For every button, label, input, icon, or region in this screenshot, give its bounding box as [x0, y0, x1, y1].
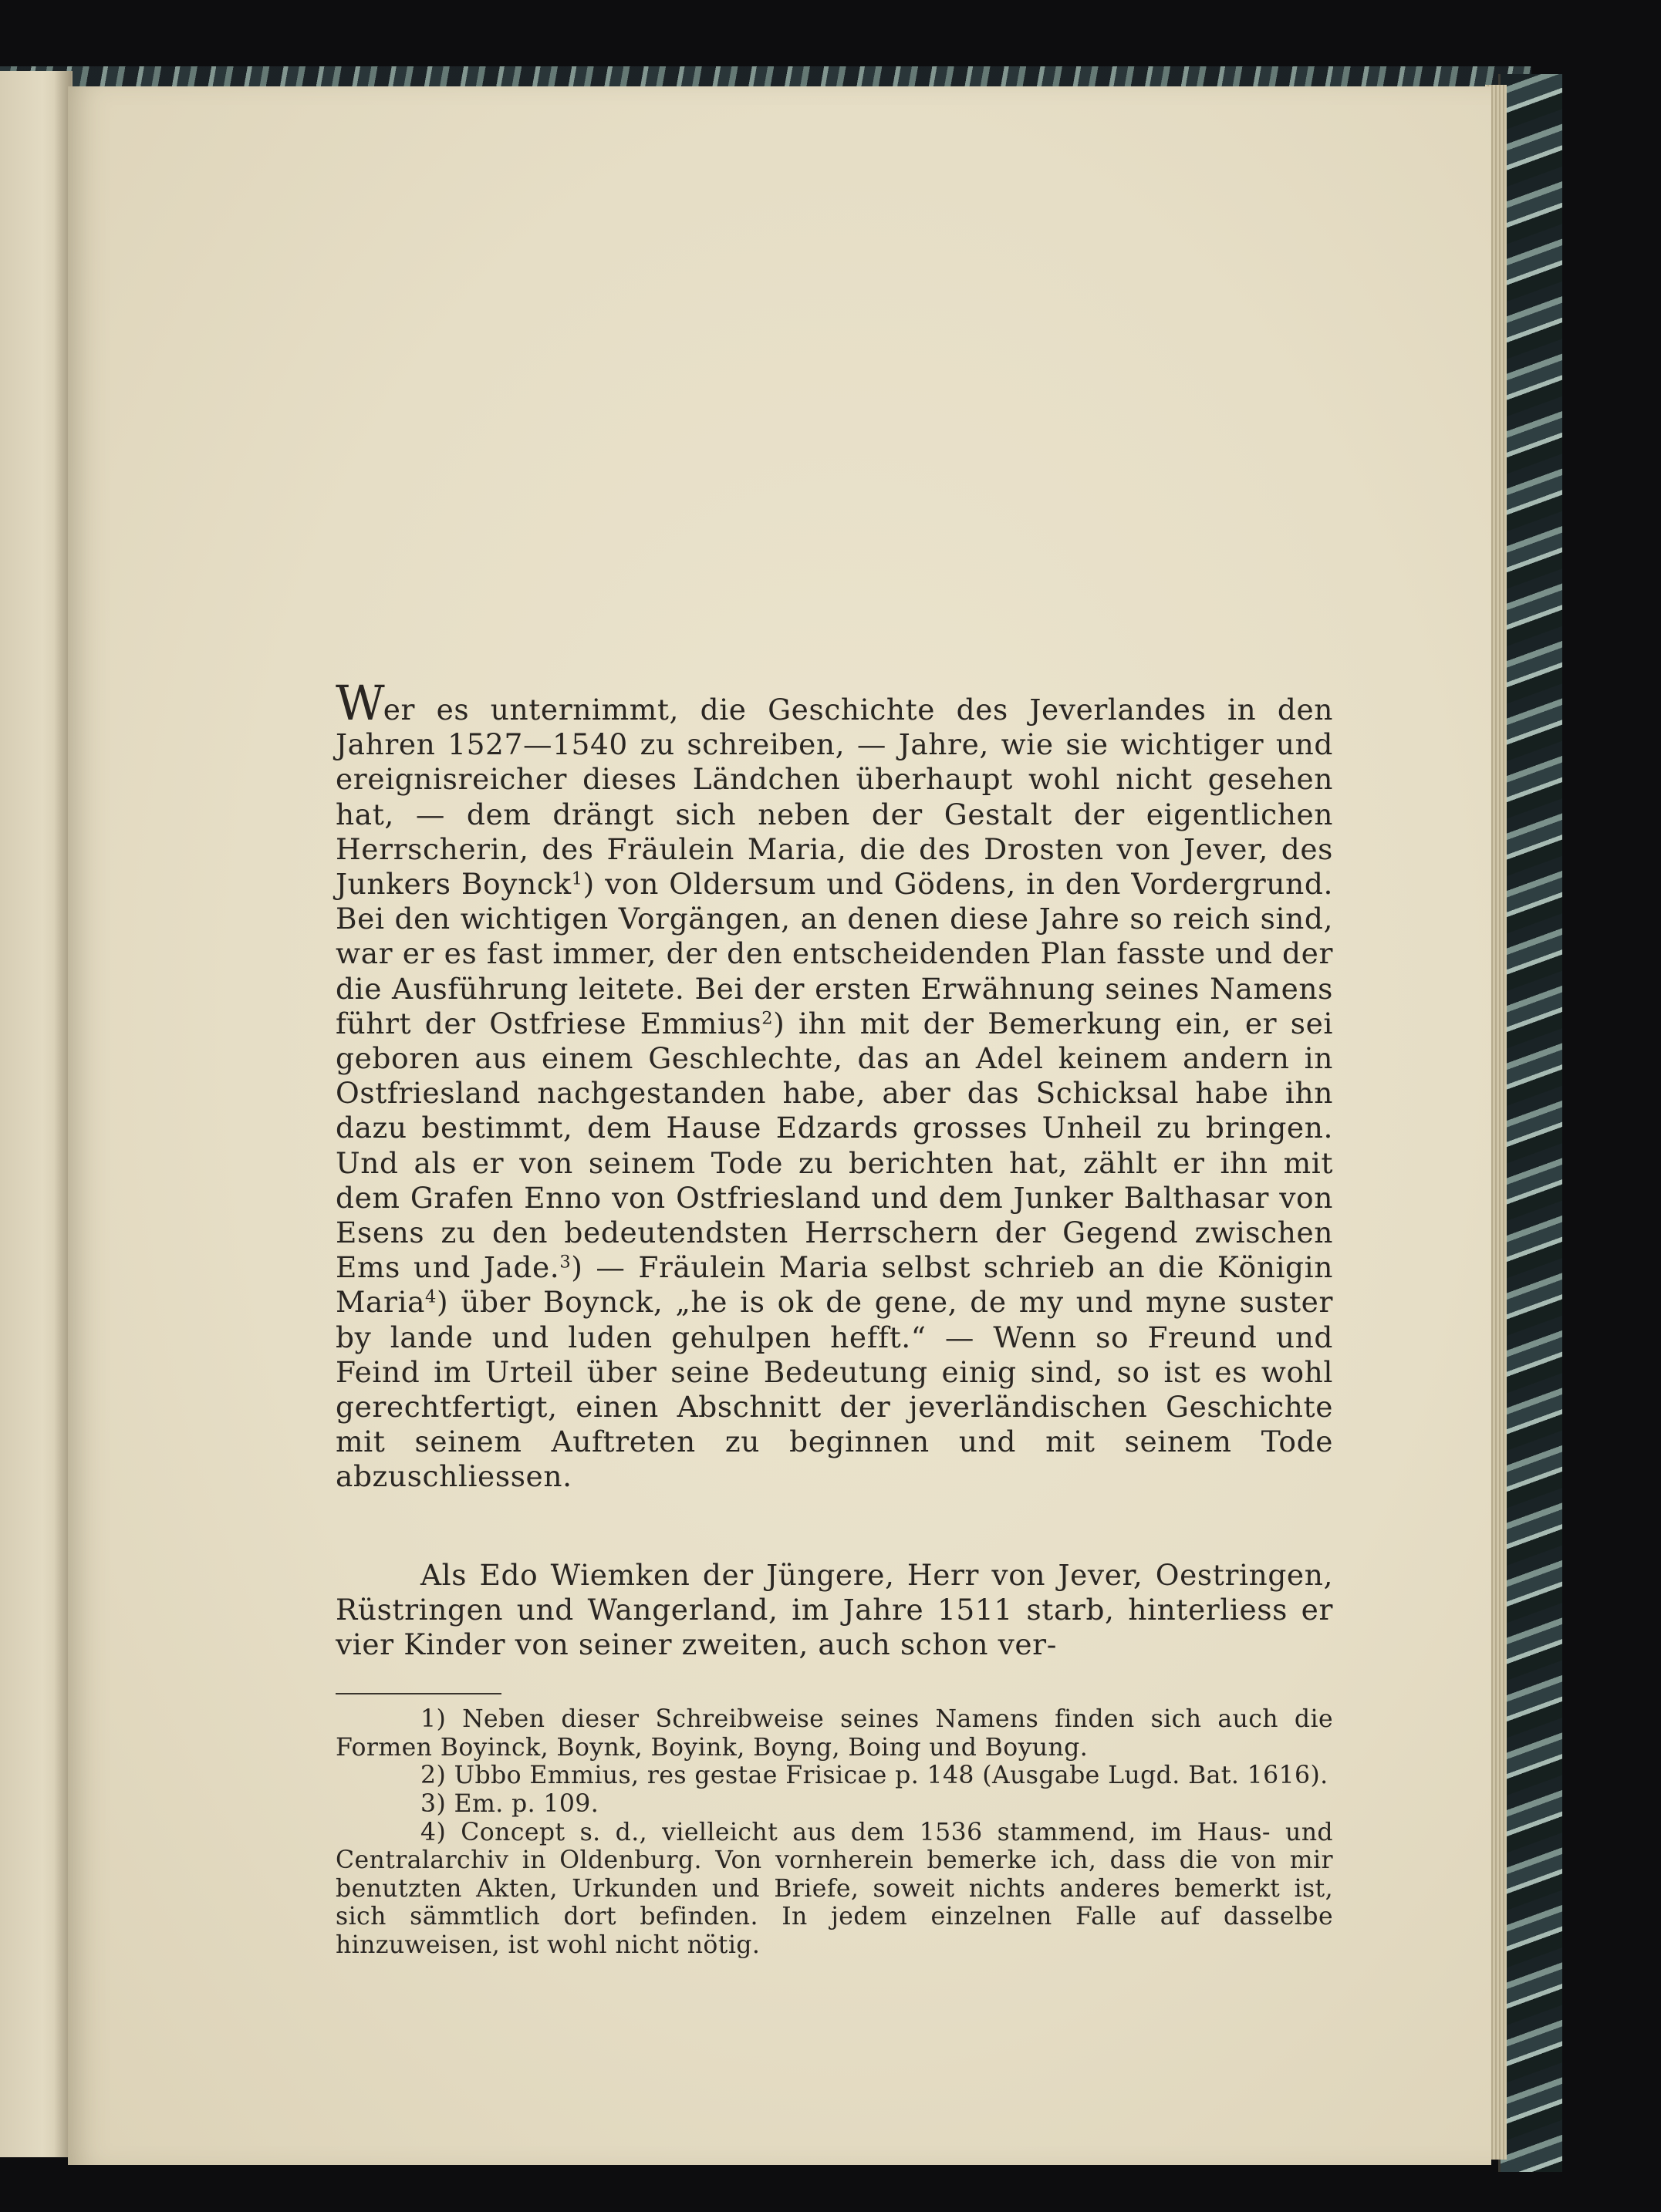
footnote-4: 4) Concept s. d., vielleicht aus dem 1536 stammend, im Haus- und Centralarchiv in Oldenburg. Von vornherein bemerke ich, dass die von mir benutzten Akten, Urkunden und Briefe, soweit nichts anderes bemerkt ist, sich sämmtlich dort befinden. In jedem einzelnen Falle auf dasselbe hinzuweisen, ist wohl nicht nötig.	[336, 1818, 1333, 1960]
paragraph-1	[336, 675, 1334, 1495]
footnotes	[336, 1705, 1333, 1959]
paragraph-1-text-a: den Jahren 1527—1540 zu schreiben, — Jahre, wie sie wichtiger und ereignisreicher dieses Ländchen überhaupt wohl nicht gesehen hat, — dem drängt sich neben der Gestalt der eigentlichen Herrscherin, des Fräulein Maria, die des Drosten von Jever, des Junkers Boynck	[336, 693, 1333, 902]
paragraph-1-text-e: ) über Boynck, „he is ok de gene, de my und myne suster by lande und luden gehulpen hefft.“ — Wenn so Freund und Feind im Urteil über seine Bedeutung einig sind, so ist es wohl gerechtfertigt, einen Abschnitt der jeverländischen Geschichte mit seinem Auftreten zu beginnen und mit seinem Tode abzuschliessen.	[336, 1285, 1333, 1494]
paragraph-1-text-d: ) — Fräulein Maria selbst schrieb an die Königin Maria	[336, 1250, 1334, 1320]
previous-page-edge	[0, 71, 73, 2157]
footnote-ref-3: 3	[559, 1252, 572, 1273]
paragraph-1-text-b: ) von Oldersum und Gödens, in den Vordergrund. Bei den wichtigen Vorgängen, an denen diese Jahre so reich sind, war er es fast immer, der den entscheidenden Plan fasste und der die Ausführung leitete. Bei der ersten Erwähnung seines Namens führt der Ostfriese Emmius	[336, 867, 1333, 1040]
drop-cap: W	[336, 675, 383, 731]
footnote-separator	[336, 1693, 501, 1694]
footnote-ref-2: 2	[761, 1008, 774, 1029]
footnote-ref-4: 4	[425, 1287, 437, 1308]
footnote-2: 2) Ubbo Emmius, res gestae Frisicae p. 148 (Ausgabe Lugd. Bat. 1616).	[420, 1762, 1328, 1790]
footnote-3: 3) Em. p. 109.	[420, 1790, 599, 1819]
footnote-1: 1) Neben dieser Schreibweise seines Namens finden sich auch die Formen Boyinck, Boynk, Boyink, Boyng, Boing und Boyung.	[336, 1705, 1333, 1762]
paragraph-2: Als Edo Wiemken der Jüngere, Herr von Jever, Oestringen, Rüstringen und Wangerland, im Jahre 1511 starb, hinterliess er vier Kinder von seiner zweiten, auch schon ver-	[336, 1557, 1333, 1662]
paragraph-1-text-c: ) ihn mit der Bemerkung ein, er sei geboren aus einem Geschlechte, das an Adel keinem andern in Ostfriesland nachgestanden habe, aber das Schicksal habe ihn dazu bestimmt, dem Hause Edzards grosses Unheil zu bringen. Und als er von seinem Tode zu berichten hat, zählt er ihn mit dem Grafen Enno von Ostfriesland und dem Junker Balthasar von Esens zu den bedeutendsten Herrschern der Gegend zwischen Ems und Jade.	[336, 1006, 1333, 1285]
book-page	[68, 86, 1491, 2165]
page-text-block	[336, 675, 1334, 1960]
marbled-cover-right-edge	[1498, 74, 1562, 2172]
paragraph-1-line-1: er es unternimmt, die Geschichte des Jeverlandes in	[383, 693, 1257, 727]
footnote-ref-1: 1	[571, 868, 583, 889]
